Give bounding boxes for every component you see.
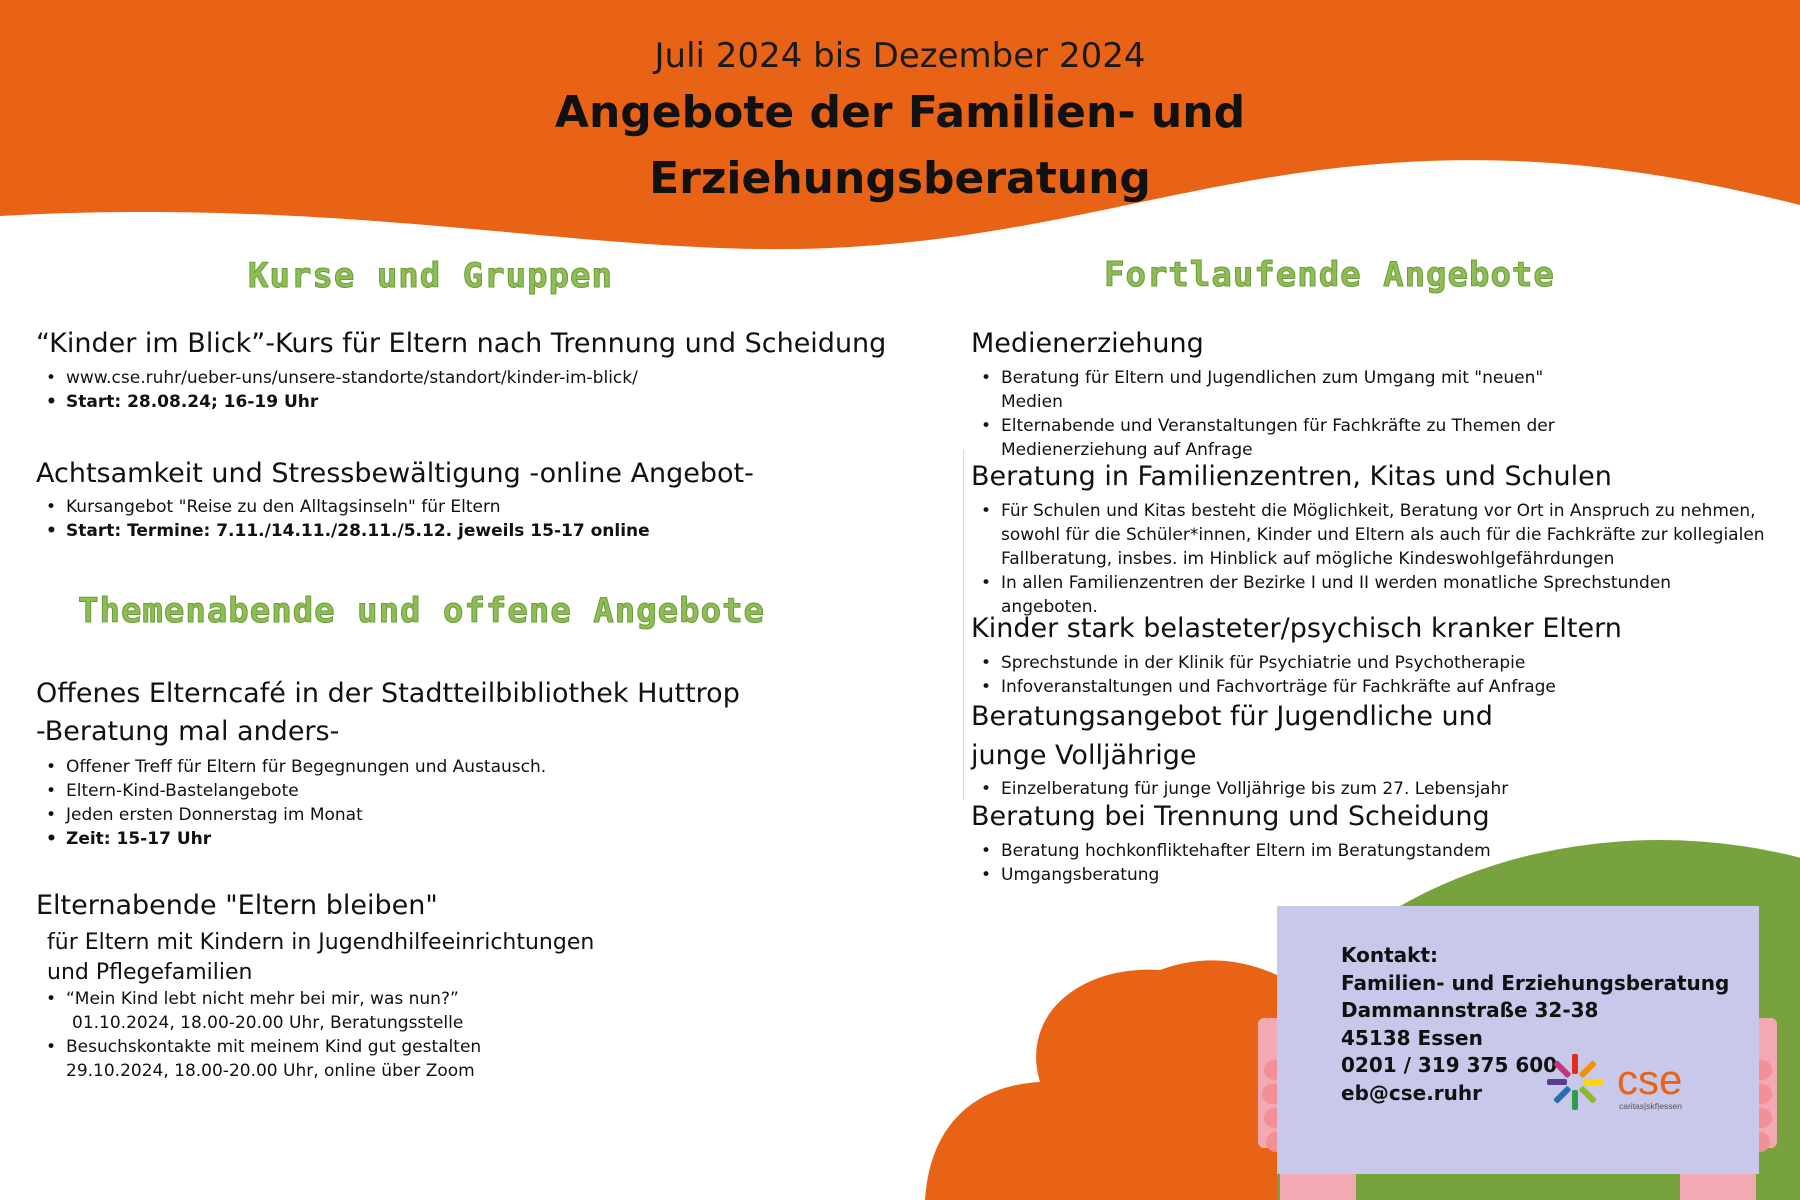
contact-email[interactable]: eb@cse.ruhr (1341, 1080, 1483, 1105)
item-line: • Elternabende und Veranstaltungen für Fachkräfte zu Themen der (1001, 416, 1555, 436)
item-line: angeboten. (1001, 597, 1098, 617)
list-trennung (971, 839, 1491, 887)
item-line: Medien (1001, 392, 1063, 412)
list-item: • Sprechstunde in der Klinik für Psychiatrie und Psychotherapie (971, 651, 1556, 675)
list-item: • Kursangebot "Reise zu den Alltagsinseln" für Eltern (36, 495, 650, 519)
title-line-1: Angebote der Familien- und (554, 87, 1246, 138)
list-item: • Zeit: 15-17 Uhr (36, 827, 546, 851)
section-medien-title: Medienerziehung (971, 328, 1204, 359)
item-line: Medienerziehung auf Anfrage (1001, 440, 1253, 460)
logo-mark-icon (1547, 1054, 1603, 1110)
page-title (300, 80, 1500, 212)
list-item: • Offener Treff für Eltern für Begegnungen und Austausch. (36, 755, 546, 779)
contact-street: Dammannstraße 32-38 (1341, 998, 1599, 1022)
section-jugendliche-title-1: Beratungsangebot für Jugendliche und (971, 701, 1493, 732)
list-item: • Infoveranstaltungen und Fachvorträge für Fachkräfte auf Anfrage (971, 675, 1556, 699)
item-line: sowohl für die Schüler*innen, Kinder und Eltern als auch für die Fachkräfte zur kollegialen (1001, 525, 1765, 545)
section-jugendliche-title-2: junge Volljährige (971, 740, 1197, 771)
orange-blob (925, 960, 1277, 1200)
item-line: • In allen Familienzentren der Bezirke I und II werden monatliche Sprechstunden (1001, 573, 1672, 593)
column-divider (963, 450, 964, 800)
section-elterncafe-subtitle: -Beratung mal anders- (36, 716, 340, 747)
section-familienzentren-title: Beratung in Familienzentren, Kitas und Schulen (971, 461, 1612, 492)
section-trennung-title: Beratung bei Trennung und Scheidung (971, 801, 1490, 832)
item-line: • Für Schulen und Kitas besteht die Möglichkeit, Beratung vor Ort in Anspruch zu nehmen, (1001, 501, 1756, 521)
list-item: • Umgangsberatung (971, 863, 1491, 887)
list-jugendliche (971, 777, 1508, 801)
heading-fortlaufende-angebote: Fortlaufende Angebote (1104, 255, 1555, 295)
list-medien (971, 366, 1555, 462)
list-item (971, 414, 1555, 462)
section-psychisch-title: Kinder stark belasteter/psychisch kranker Eltern (971, 613, 1622, 644)
section-elterncafe-title: Offenes Elterncafé in der Stadtteilbibliothek Huttrop (36, 678, 740, 709)
list-item (971, 499, 1765, 571)
contact-phone: 0201 / 319 375 600 (1341, 1053, 1558, 1077)
logo-wordmark: cse (1617, 1056, 1683, 1103)
item-line: • Besuchskontakte mit meinem Kind gut gestalten (66, 1037, 482, 1057)
list-item: • www.cse.ruhr/ueber-uns/unsere-standorte/standort/kinder-im-blick/ (36, 366, 638, 390)
heading-themenabende: Themenabende und offene Angebote (78, 591, 766, 631)
item-line: 01.10.2024, 18.00-20.00 Uhr, Beratungsstelle (72, 1013, 464, 1033)
list-item: • Jeden ersten Donnerstag im Monat (36, 803, 546, 827)
list-familienzentren (971, 499, 1765, 619)
list-item: • Start: 28.08.24; 16-19 Uhr (36, 390, 638, 414)
list-item: • Eltern-Kind-Bastelangebote (36, 779, 546, 803)
contact-label: Kontakt: (1341, 943, 1439, 967)
list-psychisch (971, 651, 1556, 699)
title-line-2: Erziehungsberatung (649, 153, 1151, 204)
list-elterncafe (36, 755, 546, 851)
contact-city: 45138 Essen (1341, 1025, 1483, 1050)
section-achtsamkeit-title: Achtsamkeit und Stressbewältigung -online Angebot- (36, 458, 754, 489)
list-achtsamkeit (36, 495, 650, 543)
heading-kurse-gruppen: Kurse und Gruppen (248, 256, 613, 296)
item-line: Fallberatung, insbes. im Hinblick auf mögliche Kindeswohlgefährdungen (1001, 549, 1615, 569)
list-kinder-im-blick (36, 366, 638, 414)
contact-org: Familien- und Erziehungsberatung (1341, 970, 1730, 995)
item-line: 29.10.2024, 18.00-20.00 Uhr, online über Zoom (66, 1061, 475, 1081)
section-kinder-im-blick-title: “Kinder im Blick”-Kurs für Eltern nach Trennung und Scheidung (36, 328, 887, 359)
list-item: • Einzelberatung für junge Volljährige bis zum 27. Lebensjahr (971, 777, 1508, 801)
item-line: • Beratung für Eltern und Jugendlichen zum Umgang mit "neuen" (1001, 368, 1544, 388)
header-date-range: Juli 2024 bis Dezember 2024 (654, 36, 1146, 76)
list-item: • Start: Termine: 7.11./14.11./28.11./5.12. jeweils 15-17 online (36, 519, 650, 543)
section-elternabende-title: Elternabende "Eltern bleiben" (36, 890, 438, 921)
item-line: • “Mein Kind lebt nicht mehr bei mir, was nun?” (66, 989, 459, 1009)
list-elternabende (36, 987, 481, 1083)
logo-tagline: caritas|skf|essen (1619, 1101, 1682, 1111)
list-item: • Beratung hochkonfliktehafter Eltern im Beratungstandem (971, 839, 1491, 863)
elternabende-desc-line-1: für Eltern mit Kindern in Jugendhilfeeinrichtungen (47, 930, 595, 955)
elternabende-desc-line-2: und Pflegefamilien (47, 960, 253, 985)
list-item (36, 1035, 481, 1083)
list-item (36, 987, 481, 1035)
cse-logo (1545, 1052, 1695, 1116)
list-item (971, 366, 1555, 414)
